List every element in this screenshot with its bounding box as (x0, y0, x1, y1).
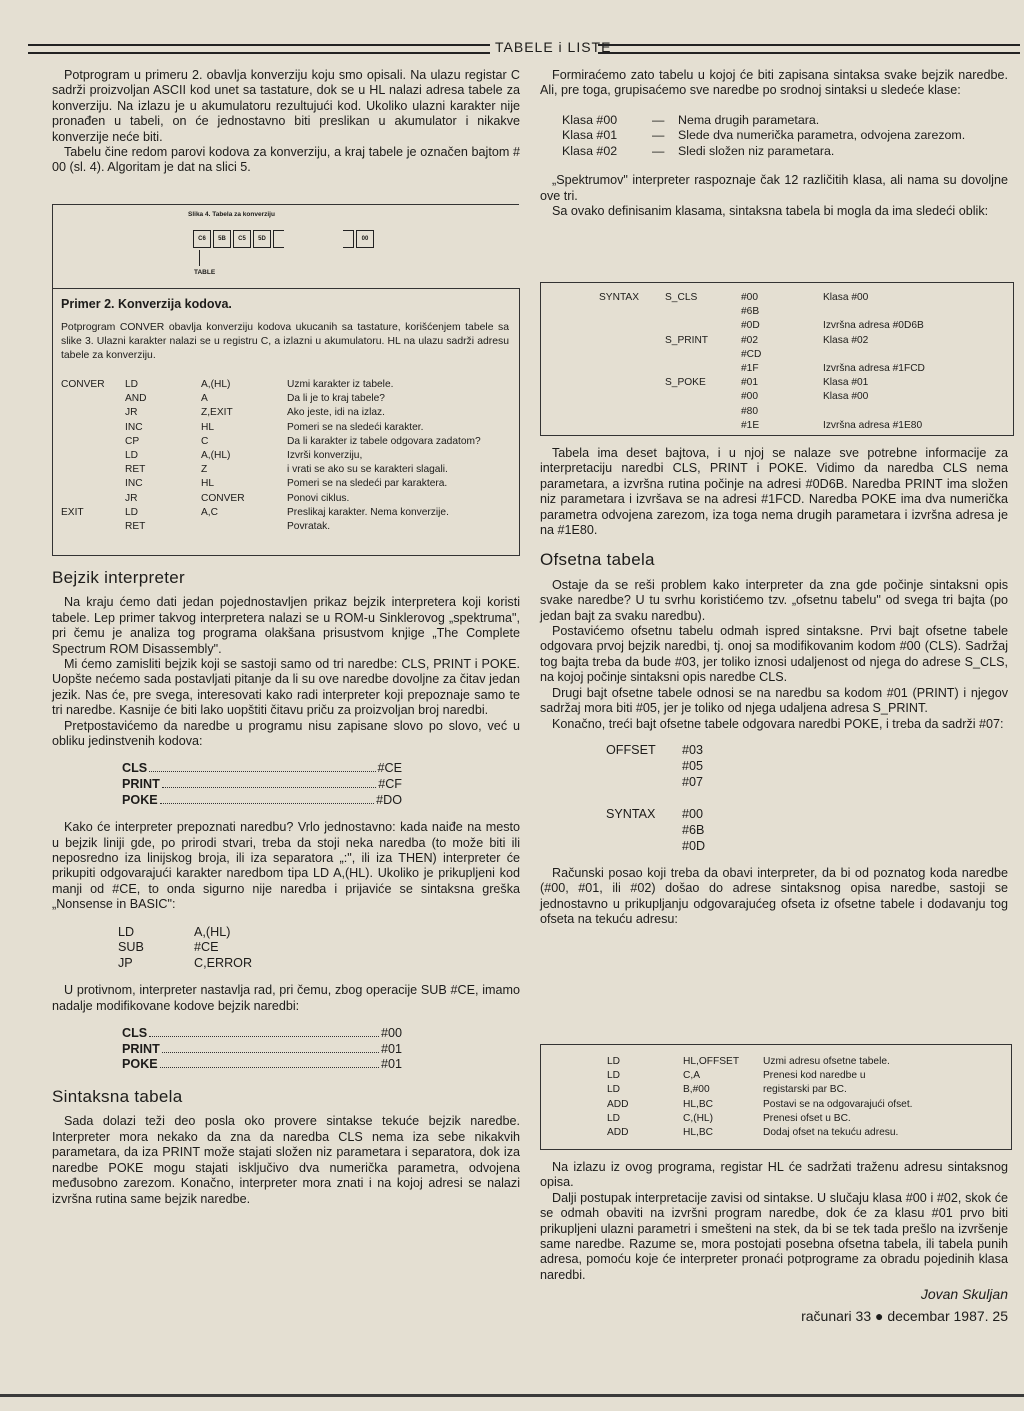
code-arg: Z (201, 464, 208, 476)
syntax-row (599, 334, 993, 348)
syntax-row (599, 319, 993, 333)
command-code: #CF (378, 777, 402, 792)
syntax-byte: #00 (741, 391, 758, 403)
code-comment: Postavi se na odgovarajući ofset. (763, 1098, 913, 1110)
syntax-label (599, 348, 665, 362)
code-op: INC (125, 421, 143, 433)
section-header (28, 40, 1020, 56)
class-name: Klasa #01 (562, 128, 618, 143)
dot-leader (149, 771, 375, 772)
code-line (61, 492, 511, 506)
syntax-byte: #6B (741, 306, 760, 318)
code-line (607, 1126, 983, 1140)
syntax-table (599, 291, 993, 433)
table-cell-break (343, 230, 354, 248)
command-name: POKE (122, 1057, 158, 1072)
code-arg: C,A (683, 1070, 700, 1082)
syntax-sublabel (665, 419, 741, 433)
command-code: #01 (380, 1057, 402, 1072)
header-rule-left (28, 44, 490, 54)
syntax-table-box (540, 282, 1014, 436)
code-line (607, 1112, 983, 1126)
right-para-11: Dalji postupak interpretacije zavisi od sintakse. U slučaju klasa #00 i #02, skok će se odmah obaviti na izvršni program naredbe, dok će za klasu #01 prvo biti prikupljeni ulazni parametri i smešteni na stek, da bi se tek tada prešlo na izvršenje same naredbe. Razume se, mora postojati posebna ofsetna tabela, ili tabela punih adresa, pomoću koje će interpreter pronaći potprograme za obradu pojedinih klasa naredbi. (540, 1190, 1008, 1282)
syntax-sublabel (665, 305, 741, 319)
code-arg: C,ERROR (194, 955, 253, 970)
code-line (118, 956, 378, 972)
code-comment: Izvrši konverziju, (287, 450, 363, 462)
syntax-label (599, 319, 665, 333)
code-comment: Prenesi ofset u BC. (763, 1112, 851, 1124)
syntax-row (599, 305, 993, 319)
syntax-comment: Klasa #01 (823, 377, 869, 389)
dot-leader (160, 1067, 379, 1068)
syntax-label (599, 390, 665, 404)
code-op: LD (125, 450, 139, 462)
code-comment: Uzmi karakter iz tabele. (287, 379, 394, 390)
code-line (61, 449, 511, 463)
table-cell-break (273, 230, 284, 248)
code-comment: Pomeri se na sledeći karakter. (287, 421, 424, 433)
code-op: RET (125, 464, 146, 476)
class-separator: — (652, 143, 665, 158)
table-cell: 5D (253, 230, 271, 248)
code-op: LD (607, 1112, 621, 1124)
code-op: JR (125, 407, 138, 419)
offset-row (606, 774, 1008, 790)
table-cell: 5B (213, 230, 231, 248)
syntax-row (599, 376, 993, 390)
syntax-comment: Izvršna adresa #0D6B (823, 320, 924, 332)
offset-byte: #6B (682, 822, 705, 837)
code-arg: HL (201, 478, 215, 490)
code-label (61, 463, 125, 477)
table-cell: C5 (233, 230, 251, 248)
offset-row (606, 758, 1008, 774)
code-comment: Uzmi adresu ofsetne tabele. (763, 1056, 890, 1067)
figure-cells (193, 230, 284, 248)
example-description: Potprogram CONVER obavlja konverziju kodova ukucanih sa tastature, korišćenjem tabele sa slike 3. Ulazni karakter nalazi se u registru C, a izlazni u akumulatoru. HL na ulazu sadrži adresu tabele za konverziju. (61, 322, 509, 362)
syntax-label (599, 334, 665, 348)
code-line (607, 1069, 983, 1083)
code-entry (122, 761, 402, 777)
class-list (562, 113, 1008, 160)
code-label: CONVER (61, 379, 105, 390)
syntax-sublabel (665, 348, 741, 362)
offset-label: OFFSET (606, 742, 656, 757)
dot-leader (162, 787, 376, 788)
right-para-2: „Spektrumov" interpreter raspoznaje čak 12 različitih klasa, ali nama su dovoljne ove tri. (540, 173, 1008, 203)
class-separator: — (652, 112, 665, 127)
class-name: Klasa #00 (562, 112, 618, 127)
code-line (118, 925, 378, 941)
pointer-arrow (199, 250, 200, 266)
code-arg: C,(HL) (683, 1112, 713, 1124)
code-comment: Preslikaj karakter. Nema konverzije. (287, 506, 449, 518)
code-line (607, 1083, 983, 1097)
sint-para: Sada dolazi teži deo posla oko provere sintakse tekuće bejzik naredbe. Interpreter mora nekako da zna da naredba CLS nema iza sebe nikakvih parametara, da iza PRINT može stajati složen niz parametara i separatora, dok iza naredbe POKE mogu stajati isključivo dva numerička parametra, odvojena međusobno zarezom. Konačno, interpreter mora znati i na kojoj adresi se nalazi izvršna rutina same bejzik naredbe. (52, 1114, 520, 1206)
code-op: INC (125, 478, 143, 490)
syntax-label (599, 419, 665, 433)
syntax-byte: #00 (741, 292, 758, 303)
command-name: PRINT (122, 1041, 160, 1056)
code-entry (122, 1026, 402, 1042)
left-column-lower (52, 570, 520, 1207)
offset-code-box (540, 1044, 1012, 1150)
code-arg: Z,EXIT (201, 407, 233, 419)
offset-row (606, 790, 1008, 806)
code-line (61, 506, 511, 520)
code-arg: HL,OFFSET (683, 1056, 740, 1067)
figure-caption: Slika 4. Tabela za konverziju (188, 211, 275, 218)
page-footer: računari 33 ● decembar 1987. 25 (801, 1307, 1008, 1324)
code-op: LD (607, 1056, 621, 1067)
syntax-comment: Klasa #00 (823, 292, 869, 303)
code-label (61, 421, 125, 435)
offset-byte (682, 790, 742, 806)
syntax-row (599, 291, 993, 305)
code-arg: HL,BC (683, 1098, 714, 1110)
heading-bejzik-interpreter: Bejzik interpreter (52, 568, 185, 587)
right-para-3: Sa ovako definisanim klasama, sintaksna tabela bi mogla da ima sledeći oblik: (552, 204, 989, 219)
code-arg: A (201, 393, 208, 405)
code-line (61, 406, 511, 420)
code-op: JR (125, 492, 138, 504)
code-line (118, 940, 378, 956)
syntax-sublabel: S_PRINT (665, 334, 709, 346)
code-op: RET (125, 521, 146, 533)
code-label (61, 477, 125, 491)
code-op: LD (125, 379, 139, 390)
end-cell: 00 (356, 230, 374, 248)
code-comment: Ponovi ciklus. (287, 492, 350, 504)
interp-para-4: Kako će interpreter prepoznati naredbu? Vrlo jednostavno: kada naiđe na mesto u bejzik liniji gde, po prirodi stvari, treba da stoji neka naredba (to može biti ili neposredno iza linijskog broja, ili iza separatora „:", ili iza THEN) interpreter će prikupiti odgovarajući karakter naredbom tipa LD A,(HL). Ukoliko je prikupljeni kod manji od #CE, to onda sigurno nije naredba i prijaviće se sintaksna greška „Nonsense in BASIC": (52, 820, 520, 912)
code-op: JP (118, 955, 133, 970)
code-op: AND (125, 393, 147, 405)
command-code: #DO (376, 792, 402, 807)
syntax-comment: Klasa #00 (823, 391, 869, 403)
heading-ofsetna-tabela: Ofsetna tabela (540, 550, 655, 570)
class-separator: — (652, 128, 665, 143)
header-rule-right (598, 44, 1020, 54)
left-column (52, 68, 520, 176)
command-code: #00 (380, 1026, 402, 1041)
code-label (61, 520, 125, 534)
class-entry (562, 144, 1008, 160)
conver-listing (61, 378, 511, 534)
code-line (61, 520, 511, 534)
code-op: CP (125, 435, 140, 447)
code-line (607, 1055, 983, 1069)
offset-byte: #03 (682, 742, 704, 757)
code-label (61, 406, 125, 420)
code-comment: Pomeri se na sledeći par karaktera. (287, 478, 448, 490)
code-op: LD (125, 506, 139, 518)
offset-code-listing (607, 1055, 983, 1140)
example-title: Primer 2. Konverzija kodova. (61, 297, 232, 311)
figure-4 (52, 204, 519, 291)
author-signature: Jovan Skuljan (920, 1286, 1008, 1303)
intro-para-1: Potprogram u primeru 2. obavlja konverziju koju smo opisali. Na ulazu registar C sadrži proizvoljan ASCII kod unet sa tastature, dok se u HL nalazi adresa tabele za konverziju. Na izlazu je u akumulatoru rezultujući kod. Ukoliko ulazni karakter nije pronađen u tabeli, on će jednostavno biti preslikan u akumulator i nikakve konverzije neće biti. (52, 68, 520, 144)
code-arg (201, 520, 287, 534)
code-entry (122, 793, 402, 809)
bottom-rule (0, 1394, 1024, 1397)
offset-byte: #0D (682, 838, 706, 853)
code-op: LD (118, 924, 135, 939)
interp-para-5: U protivnom, interpreter nastavlja rad, pri čemu, zbog operacije SUB #CE, imamo nadalje modifikovane kodove bejzik naredbi: (52, 983, 520, 1013)
right-para-9: Računski posao koji treba da obavi interpreter, da bi od poznatog koda naredbe (#00, #01, ili #02) došao do adrese sintaksnog opisa naredbe, sastoji se jednostavno u prikupljanju odgovarajućeg ofseta iz ofsetne tabele i dodavanju tog ofseta na tekuću adresu: (540, 865, 1008, 927)
right-para-10: Na izlazu iz ovog programa, registar HL će sadržati traženu adresu sintaksnog opisa. (540, 1160, 1008, 1190)
code-op: ADD (607, 1127, 629, 1139)
syntax-label (599, 376, 665, 390)
offset-row (606, 822, 1008, 838)
code-line (61, 421, 511, 435)
offset-label (606, 838, 682, 854)
offset-row (606, 806, 1008, 822)
syntax-row (599, 390, 993, 404)
code-arg: C (201, 435, 209, 447)
right-para-8: Konačno, treći bajt ofsetne tabele odgovara naredbi POKE, i treba da sadrži #07: (552, 716, 1004, 731)
syntax-sublabel (665, 362, 741, 376)
syntax-comment: Klasa #02 (823, 334, 869, 346)
right-para-4: Tabela ima deset bajtova, i u njoj se nalaze sve potrebne informacije za interpretaciju naredbi CLS, PRINT i POKE. Vidimo da naredba CLS nema parametara, a izvršna rutina počinje na adresi #0D6B. Naredba PRINT ima složen niz parametara i izvršava se na adresi #1FCD. Naredba POKE ima dva numerička parametra odvojena zarezom, iza toga nema drugih parametara i izvršna adresa je na #1E80. (540, 446, 1008, 538)
dot-leader (160, 803, 374, 804)
class-description: Nema drugih parametara. (678, 112, 820, 127)
example-2-box (52, 288, 520, 556)
modified-codes-list (122, 1026, 402, 1073)
syntax-comment (823, 405, 993, 419)
right-column (540, 68, 1008, 220)
command-name: CLS (122, 761, 148, 776)
command-name: PRINT (122, 777, 160, 792)
code-arg: B,#00 (683, 1084, 710, 1096)
heading-sintaksna-tabela: Sintaksna tabela (52, 1087, 183, 1107)
command-codes-list (122, 761, 402, 808)
offset-row (606, 838, 1008, 854)
code-arg: A,(HL) (201, 450, 231, 462)
table-label: TABLE (194, 269, 216, 276)
code-arg: A,C (201, 506, 218, 518)
syntax-byte: #02 (741, 334, 758, 346)
code-comment: Da li je to kraj tabele? (287, 393, 385, 405)
code-arg: #CE (194, 940, 219, 955)
interp-para-1: Na kraju ćemo dati jedan pojednostavljen prikaz bejzik interpretera koji koristi tabele. Lep primer takvog interpretera nalazi se u ROM-u Sinklerovog „spektruma", pri čemu je analiza tog programa olakšana prisustvom knjige „The Complete Spectrum ROM Disassembly". (52, 595, 520, 656)
code-arg: A,(HL) (201, 379, 231, 390)
offset-label: SYNTAX (606, 806, 656, 821)
code-comment: registarski par BC. (763, 1084, 847, 1096)
code-entry (122, 1057, 402, 1073)
syntax-sublabel: S_POKE (665, 377, 706, 389)
code-comment: Povratak. (287, 521, 331, 533)
code-entry (122, 1042, 402, 1058)
syntax-sublabel: S_CLS (665, 292, 698, 303)
offset-byte: #00 (682, 806, 704, 821)
right-para-7: Drugi bajt ofsetne tabele odnosi se na naredbu sa kodom #01 (PRINT) i njegov sadržaj mora biti #05, jer je toliko od njega udaljena adresa S_PRINT. (540, 685, 1008, 716)
offset-byte: #07 (682, 774, 704, 789)
code-line (61, 392, 511, 406)
right-para-6: Postavićemo ofsetnu tabelu odmah ispred sintaksne. Prvi bajt ofsetne tabele odgovara prvoj bejzik naredbi, tj. onoj sa modifikovanim kodom #00 (CLS). Sadržaj tog bajta treba da bude #03, jer toliko iznosi udaljenost od njega do adrese S_CLS, na kojoj počinje sintaksni opis naredbe CLS. (540, 624, 1008, 685)
offset-label (606, 790, 682, 806)
figure-end-cells (343, 230, 374, 248)
syntax-byte: #CD (741, 348, 762, 360)
code-label: EXIT (61, 506, 84, 518)
command-code: #CE (377, 761, 402, 776)
code-entry (122, 777, 402, 793)
dot-leader (149, 1036, 379, 1037)
offset-label (606, 774, 682, 790)
syntax-byte: #1E (741, 419, 760, 431)
code-comment: Da li karakter iz tabele odgovara zadatom? (287, 435, 481, 447)
code-label (61, 435, 125, 449)
class-name: Klasa #02 (562, 143, 618, 158)
code-label (61, 492, 125, 506)
code-line (61, 477, 511, 491)
code-label (61, 449, 125, 463)
right-column-end (540, 1160, 1008, 1324)
offset-label (606, 822, 682, 838)
command-code: #01 (380, 1041, 402, 1056)
class-description: Sledi složen niz parametara. (678, 143, 835, 158)
syntax-comment: Izvršna adresa #1FCD (823, 363, 925, 375)
intro-para-2: Tabelu čine redom parovi kodova za konverziju, a kraj tabele je označen bajtom # 00 (sl. 4). Algoritam je dat na slici 5. (52, 145, 520, 175)
code-op: LD (607, 1084, 621, 1096)
command-name: CLS (122, 1026, 148, 1041)
code-line (607, 1098, 983, 1112)
section-title: TABELE i LISTE (495, 39, 612, 55)
class-description: Slede dva numerička parametra, odvojena zarezom. (678, 128, 966, 143)
syntax-label (599, 305, 665, 319)
offset-syntax-listing (606, 742, 1008, 854)
offset-row (606, 742, 1008, 758)
syntax-byte: #1F (741, 363, 759, 375)
code-line (61, 463, 511, 477)
dot-leader (162, 1052, 379, 1053)
right-column-lower (540, 446, 1008, 928)
code-arg: CONVER (201, 492, 245, 504)
right-para-5: Ostaje da se reši problem kako interpreter da zna gde počinje sintaksni opis svake naredbe? U tu svrhu koristićemo tzv. „ofsetnu tabelu" od svega tri bajta (po jedan bajt za svaku naredbu). (540, 577, 1008, 623)
code-arg: HL,BC (683, 1127, 714, 1139)
interp-para-3: Pretpostavićemo da naredbe u programu nisu zapisane slovo po slovo, već u obliku jedinstvenih kodova: (52, 718, 520, 749)
syntax-comment (823, 348, 993, 362)
syntax-row (599, 405, 993, 419)
code-line (61, 378, 511, 392)
syntax-row (599, 419, 993, 433)
syntax-byte: #0D (741, 320, 760, 332)
syntax-sublabel (665, 319, 741, 333)
syntax-comment (823, 305, 993, 319)
code-comment: i vrati se ako su se karakteri slagali. (287, 464, 448, 476)
syntax-sublabel (665, 390, 741, 404)
interp-para-2: Mi ćemo zamisliti bejzik koji se sastoji samo od tri naredbe: CLS, PRINT i POKE. Uopšte nećemo sada postavljati pitanje da li su ove naredbe dovoljne za čitav jedan jezik. Nas će, pre svega, interesovati kako radi interpreter koji prepoznaje samo te tri naredbe. Kasnije će biti lako uopštiti čitavu priču za proizvoljan broj naredbi. (52, 657, 520, 718)
code-op: LD (607, 1070, 621, 1082)
table-cell: C6 (193, 230, 211, 248)
syntax-comment: Izvršna adresa #1E80 (823, 419, 923, 431)
syntax-sublabel (665, 405, 741, 419)
syntax-row (599, 362, 993, 376)
code-line (61, 435, 511, 449)
code-comment: Ako jeste, idi na izlaz. (287, 407, 385, 419)
code-label (61, 392, 125, 406)
syntax-row (599, 348, 993, 362)
class-entry (562, 113, 1008, 129)
command-name: POKE (122, 792, 158, 807)
syntax-label (599, 405, 665, 419)
code-comment: Dodaj ofset na tekuću adresu. (763, 1127, 899, 1139)
syntax-byte: #80 (741, 405, 758, 417)
code-arg: A,(HL) (194, 924, 231, 939)
sub-listing (118, 925, 378, 972)
code-arg: HL (201, 421, 215, 433)
offset-label (606, 758, 682, 774)
code-op: ADD (607, 1098, 629, 1110)
syntax-label: SYNTAX (599, 292, 640, 303)
syntax-label (599, 362, 665, 376)
code-comment: Prenesi kod naredbe u (763, 1070, 866, 1082)
syntax-byte: #01 (741, 377, 758, 389)
offset-byte: #05 (682, 758, 704, 773)
code-op: SUB (118, 940, 144, 955)
class-entry (562, 128, 1008, 144)
right-para-1: Formiraćemo zato tabelu u kojoj će biti zapisana sintaksa svake bejzik naredbe. Ali, pre toga, grupisaćemo sve naredbe po srodnoj sintaksi u sledeće klase: (540, 68, 1008, 98)
